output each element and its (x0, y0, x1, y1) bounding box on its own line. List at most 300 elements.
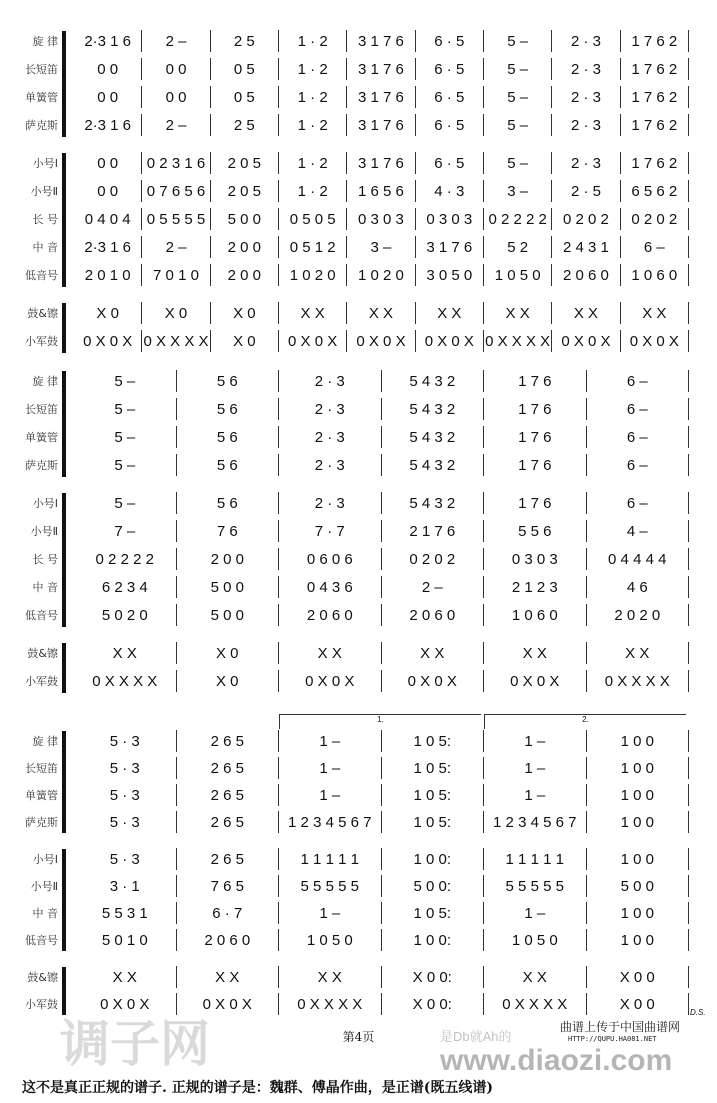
staff-bracket (62, 731, 66, 833)
staff-row (0, 112, 717, 138)
measure: 5 0 0: (382, 875, 485, 897)
measures (74, 902, 689, 924)
staff-row (0, 206, 717, 232)
measures (74, 730, 689, 752)
measure: 0 4 0 4 (74, 208, 142, 230)
measure: 1 – (484, 902, 587, 924)
measures (74, 576, 689, 598)
measure: 1 · 2 (279, 86, 347, 108)
measure: 3 0 5 0 (416, 264, 484, 286)
measure: 5 4 3 2 (382, 370, 485, 392)
measure: X X (177, 966, 280, 988)
measures (74, 86, 689, 108)
measure: 4 6 (587, 576, 690, 598)
measures (74, 264, 689, 286)
measure: 3 1 7 6 (347, 152, 415, 174)
measure: X 0 (74, 302, 142, 324)
measure: 5 0 1 0 (74, 929, 177, 951)
instrument-label: 长 号 (32, 553, 58, 566)
measure: 3 1 7 6 (347, 114, 415, 136)
measure: 2 0 1 0 (74, 264, 142, 286)
staff-row (0, 927, 717, 953)
measure: 0 2 3 1 6 (142, 152, 210, 174)
measure: 2 4 3 1 (552, 236, 620, 258)
measure: 2 0 6 0 (382, 604, 485, 626)
measures (74, 966, 689, 988)
measure: 0 X 0 X (382, 670, 485, 692)
measure: 2 0 6 0 (177, 929, 280, 951)
instrument-label: 小号Ⅰ (32, 157, 58, 170)
measure: 2 · 3 (552, 58, 620, 80)
measure: 2 6 5 (177, 757, 280, 779)
staff-row (0, 546, 717, 572)
measure: 1 – (484, 730, 587, 752)
measure: 0 5 (211, 58, 279, 80)
staff-row (0, 640, 717, 666)
measure: 0 X 0 X (621, 330, 689, 352)
instrument-label: 小军鼓 (25, 675, 58, 688)
staff-row (0, 846, 717, 872)
measure: X X (279, 642, 382, 664)
staff-row (0, 873, 717, 899)
measure: 1 2 3 4 5 6 7 (484, 811, 587, 833)
measure: 1 0 0: (382, 848, 485, 870)
staff-bracket (62, 643, 66, 693)
measure: 3 1 7 6 (347, 30, 415, 52)
staff-row (0, 84, 717, 110)
staff-row (0, 728, 717, 754)
measure: 2 5 (211, 114, 279, 136)
measure: 5 5 5 5 5 (484, 875, 587, 897)
measure: X 0 (211, 330, 279, 352)
score-system-3 (0, 715, 717, 1018)
measure: 1 0 5: (382, 784, 485, 806)
volta-bracket: 2. (484, 714, 686, 729)
measure: 1 0 5: (382, 757, 485, 779)
measure: X 0 0 (587, 966, 690, 988)
measure: 2 · 3 (279, 426, 382, 448)
measures (74, 208, 689, 230)
measure: 5 5 6 (484, 520, 587, 542)
measure: 2 – (382, 576, 485, 598)
measure: 6 – (587, 492, 690, 514)
instrument-label: 中 音 (32, 581, 58, 594)
score-system-2 (0, 368, 717, 698)
measure: 5 – (74, 398, 177, 420)
measure: 5 4 3 2 (382, 454, 485, 476)
measure: 5 · 3 (74, 730, 177, 752)
measure: 2 · 3 (552, 152, 620, 174)
measure: 5 6 (177, 426, 280, 448)
measure: 5 6 (177, 492, 280, 514)
measure: 6 5 6 2 (621, 180, 689, 202)
instrument-label: 小军鼓 (25, 335, 58, 348)
footnote-text: 这不是真正正规的谱子. 正规的谱子是：魏群、傅晶作曲，是正谱(既五线谱) (22, 1080, 493, 1096)
ds-marking: D.S. (690, 1008, 706, 1017)
instrument-label: 低音号 (25, 269, 58, 282)
measure: 1 – (279, 784, 382, 806)
measure: 0 5 (211, 86, 279, 108)
measure: 1 0 5: (382, 730, 485, 752)
measure: X X (484, 302, 552, 324)
staff-row (0, 56, 717, 82)
measure: 2 · 3 (552, 114, 620, 136)
score-system-1 (0, 28, 717, 358)
measure: 0 2 0 2 (552, 208, 620, 230)
measure: 5 5 3 1 (74, 902, 177, 924)
watermark-logo: 调子网 (60, 1016, 210, 1072)
measure: 1 7 6 2 (621, 30, 689, 52)
staff-bracket (62, 153, 66, 287)
staff-row (0, 755, 717, 781)
measure: 1 · 2 (279, 30, 347, 52)
measure: 1 – (279, 757, 382, 779)
measure: 2·3 1 6 (74, 114, 142, 136)
measure: 2 · 5 (552, 180, 620, 202)
staff-row (0, 782, 717, 808)
measure: 2 0 0 (211, 236, 279, 258)
measure: 0 2 0 2 (621, 208, 689, 230)
measure: 1 0 2 0 (279, 264, 347, 286)
measure: 0 2 2 2 2 (484, 208, 552, 230)
measure: 0 7 6 5 6 (142, 180, 210, 202)
instrument-label: 长短笛 (25, 403, 58, 416)
measure: 1 0 0 (587, 929, 690, 951)
measure: X X (74, 966, 177, 988)
measure: 2 · 3 (279, 492, 382, 514)
measure: 3 · 1 (74, 875, 177, 897)
measure: 2·3 1 6 (74, 30, 142, 52)
instrument-label: 萨克斯 (25, 459, 58, 472)
measure: 0 X X X X (74, 670, 177, 692)
staff-row (0, 452, 717, 478)
measures (74, 370, 689, 392)
instrument-label: 旋 律 (32, 375, 58, 388)
measure: 0 0 (74, 86, 142, 108)
measure: 0 6 0 6 (279, 548, 382, 570)
watermark-faint: 是Db就Ah的 (440, 1029, 512, 1044)
watermark-upload: 曲谱上传于中国曲谱网 (560, 1020, 681, 1034)
measure: 2 6 5 (177, 811, 280, 833)
measure: X 0 0: (382, 966, 485, 988)
measure: 0 X 0 X (484, 670, 587, 692)
measure: 5 – (74, 426, 177, 448)
staff-row (0, 490, 717, 516)
measure: 1 1 1 1 1 (484, 848, 587, 870)
instrument-label: 鼓&镲 (27, 647, 58, 660)
staff-row (0, 328, 717, 354)
staff-row (0, 809, 717, 835)
measure: 2 · 3 (279, 370, 382, 392)
measure: 2 · 3 (279, 454, 382, 476)
measures (74, 670, 689, 692)
measure: 1 1 1 1 1 (279, 848, 382, 870)
measure: 1 – (279, 902, 382, 924)
measure: 2·3 1 6 (74, 236, 142, 258)
measures (74, 811, 689, 833)
measures (74, 604, 689, 626)
measure: 7 0 1 0 (142, 264, 210, 286)
measure: 1 · 2 (279, 114, 347, 136)
measure: X 0 0 (587, 993, 690, 1015)
measure: 2 0 6 0 (279, 604, 382, 626)
measure: 7 6 (177, 520, 280, 542)
measure: 0 4 4 4 4 (587, 548, 690, 570)
measure: 6 · 7 (177, 902, 280, 924)
measure: X 0 (177, 642, 280, 664)
measure: 5 4 3 2 (382, 492, 485, 514)
staff-row (0, 234, 717, 260)
measure: 7 6 5 (177, 875, 280, 897)
measure: 1 0 5: (382, 902, 485, 924)
measure: 1 0 0 (587, 902, 690, 924)
measures (74, 454, 689, 476)
instrument-label: 中 音 (32, 241, 58, 254)
measure: 2 0 0 (177, 548, 280, 570)
measure: 2 0 0 (211, 264, 279, 286)
measure: 5 – (484, 58, 552, 80)
measure: 1 7 6 2 (621, 58, 689, 80)
instrument-label: 小号Ⅰ (32, 853, 58, 866)
staff-bracket (62, 493, 66, 627)
staff-row (0, 602, 717, 628)
instrument-label: 小军鼓 (25, 998, 58, 1011)
measure: 1 7 6 (484, 492, 587, 514)
measure: 1 0 0 (587, 784, 690, 806)
measure: 0 X X X X (279, 993, 382, 1015)
volta-bracket: 1. (279, 714, 481, 729)
measure: 5 – (74, 492, 177, 514)
measure: 0 X X X X (484, 330, 552, 352)
instrument-label: 旋 律 (32, 35, 58, 48)
measure: 6 · 5 (416, 152, 484, 174)
staff-row (0, 178, 717, 204)
measure: 2 · 3 (552, 30, 620, 52)
measures (74, 757, 689, 779)
instrument-label: 鼓&镲 (27, 307, 58, 320)
measure: 0 2 0 2 (382, 548, 485, 570)
measure: 0 X 0 X (74, 993, 177, 1015)
measure: 2 6 5 (177, 848, 280, 870)
measure: X 0 (142, 302, 210, 324)
measures (74, 520, 689, 542)
measure: 0 0 (74, 180, 142, 202)
measure: 1 · 2 (279, 152, 347, 174)
staff-bracket (62, 31, 66, 137)
measures (74, 30, 689, 52)
measure: 5 – (484, 152, 552, 174)
measures (74, 58, 689, 80)
measures (74, 114, 689, 136)
measure: 0 0 (74, 152, 142, 174)
measure: 1 0 0 (587, 730, 690, 752)
measure: 5 0 0 (177, 576, 280, 598)
measure: 6 – (587, 398, 690, 420)
measure: 4 · 3 (416, 180, 484, 202)
measure: 0 4 3 6 (279, 576, 382, 598)
instrument-label: 鼓&镲 (27, 971, 58, 984)
measure: 0 0 (142, 86, 210, 108)
measure: 1 0 6 0 (484, 604, 587, 626)
measures (74, 848, 689, 870)
staff-row (0, 150, 717, 176)
measure: 5 6 (177, 370, 280, 392)
measure: 0 5 0 5 (279, 208, 347, 230)
staff-row (0, 574, 717, 600)
measure: 6 – (587, 454, 690, 476)
measure: 1 7 6 (484, 426, 587, 448)
measure: 1 · 2 (279, 180, 347, 202)
measure: X X (484, 966, 587, 988)
staff-row (0, 262, 717, 288)
measures (74, 642, 689, 664)
measure: 5 – (74, 370, 177, 392)
instrument-label: 中 音 (32, 907, 58, 920)
measures (74, 875, 689, 897)
measure: 0 X 0 X (552, 330, 620, 352)
measure: 5 6 (177, 398, 280, 420)
measure: 5 2 (484, 236, 552, 258)
staff-row (0, 668, 717, 694)
measure: 0 X 0 X (74, 330, 142, 352)
measure: 3 1 7 6 (416, 236, 484, 258)
instrument-label: 小号Ⅱ (30, 880, 58, 893)
watermark-url: HTTP://QUPU.HA081.NET (568, 1035, 657, 1043)
measure: 2 · 3 (552, 86, 620, 108)
measure: 5 6 (177, 454, 280, 476)
measure: 2 6 5 (177, 730, 280, 752)
measure: 5 – (484, 86, 552, 108)
measure: 1 – (279, 730, 382, 752)
measure: 1 0 5 0 (484, 264, 552, 286)
instrument-label: 单簧管 (25, 431, 58, 444)
measure: 5 – (74, 454, 177, 476)
measure: 1 0 0 (587, 848, 690, 870)
measure: 6 – (587, 426, 690, 448)
measures (74, 929, 689, 951)
instrument-label: 长短笛 (25, 63, 58, 76)
measure: 5 – (484, 114, 552, 136)
measure: 6 – (621, 236, 689, 258)
measures (74, 330, 689, 352)
measure: 3 1 7 6 (347, 86, 415, 108)
measure: 2 · 3 (279, 398, 382, 420)
measure: 3 1 7 6 (347, 58, 415, 80)
measure: X X (587, 642, 690, 664)
measure: 0 X X X X (587, 670, 690, 692)
measure: 6 · 5 (416, 86, 484, 108)
measure: X X (416, 302, 484, 324)
staff-bracket (62, 967, 66, 1015)
page-number: 第4页 (342, 1030, 375, 1044)
measure: 2 – (142, 236, 210, 258)
instrument-label: 小号Ⅱ (30, 525, 58, 538)
measure: X X (382, 642, 485, 664)
measure: 3 – (484, 180, 552, 202)
measure: 1 0 5 0 (484, 929, 587, 951)
measure: 2 0 2 0 (587, 604, 690, 626)
measure: 7 · 7 (279, 520, 382, 542)
instrument-label: 萨克斯 (25, 816, 58, 829)
measure: 0 3 0 3 (347, 208, 415, 230)
measure: 5 4 3 2 (382, 398, 485, 420)
measure: 0 3 0 3 (416, 208, 484, 230)
measure: 1 0 0: (382, 929, 485, 951)
measure: 0 X 0 X (347, 330, 415, 352)
measure: 7 – (74, 520, 177, 542)
measure: 0 X 0 X (416, 330, 484, 352)
measure: 0 X 0 X (279, 330, 347, 352)
staff-row (0, 368, 717, 394)
measures (74, 398, 689, 420)
measure: 0 5 5 5 5 (142, 208, 210, 230)
measure: 5 · 3 (74, 784, 177, 806)
measure: 5 – (484, 30, 552, 52)
measure: 1 7 6 (484, 398, 587, 420)
measure: 5 · 3 (74, 811, 177, 833)
staff-row (0, 424, 717, 450)
measure: 0 5 1 2 (279, 236, 347, 258)
measure: 2 0 5 (211, 152, 279, 174)
staff-bracket (62, 371, 66, 477)
measures (74, 236, 689, 258)
measure: 2 1 7 6 (382, 520, 485, 542)
measure: 5 0 2 0 (74, 604, 177, 626)
measure: 4 – (587, 520, 690, 542)
staff-bracket (62, 849, 66, 951)
measures (74, 426, 689, 448)
measure: 5 0 0 (587, 875, 690, 897)
measure: 2 0 5 (211, 180, 279, 202)
instrument-label: 旋 律 (32, 735, 58, 748)
measure: 1 · 2 (279, 58, 347, 80)
instrument-label: 单簧管 (25, 91, 58, 104)
measures (74, 152, 689, 174)
measure: X 0 (211, 302, 279, 324)
staff-row (0, 28, 717, 54)
measure: 0 0 (74, 58, 142, 80)
staff-row (0, 300, 717, 326)
measures (74, 492, 689, 514)
measure: 2 – (142, 114, 210, 136)
measure: X X (484, 642, 587, 664)
staff-row (0, 396, 717, 422)
measure: 0 0 (142, 58, 210, 80)
measure: 6 – (587, 370, 690, 392)
watermark-site: www.diaozi.com (440, 1044, 673, 1077)
measure: 1 0 5: (382, 811, 485, 833)
measure: X X (279, 302, 347, 324)
measure: X X (279, 966, 382, 988)
measures (74, 302, 689, 324)
measure: 6 · 5 (416, 58, 484, 80)
measure: 1 0 2 0 (347, 264, 415, 286)
measure: X X (621, 302, 689, 324)
measure: 1 – (484, 784, 587, 806)
instrument-label: 小号Ⅰ (32, 497, 58, 510)
measure: X X (552, 302, 620, 324)
measure: 1 – (484, 757, 587, 779)
measure: 5 · 3 (74, 848, 177, 870)
instrument-label: 单簧管 (25, 789, 58, 802)
instrument-label: 低音号 (25, 609, 58, 622)
measure: X 0 0: (382, 993, 485, 1015)
measure: 6 · 5 (416, 30, 484, 52)
measure: 1 7 6 2 (621, 86, 689, 108)
measure: 0 3 0 3 (484, 548, 587, 570)
measure: 5 · 3 (74, 757, 177, 779)
measure: 2 5 (211, 30, 279, 52)
